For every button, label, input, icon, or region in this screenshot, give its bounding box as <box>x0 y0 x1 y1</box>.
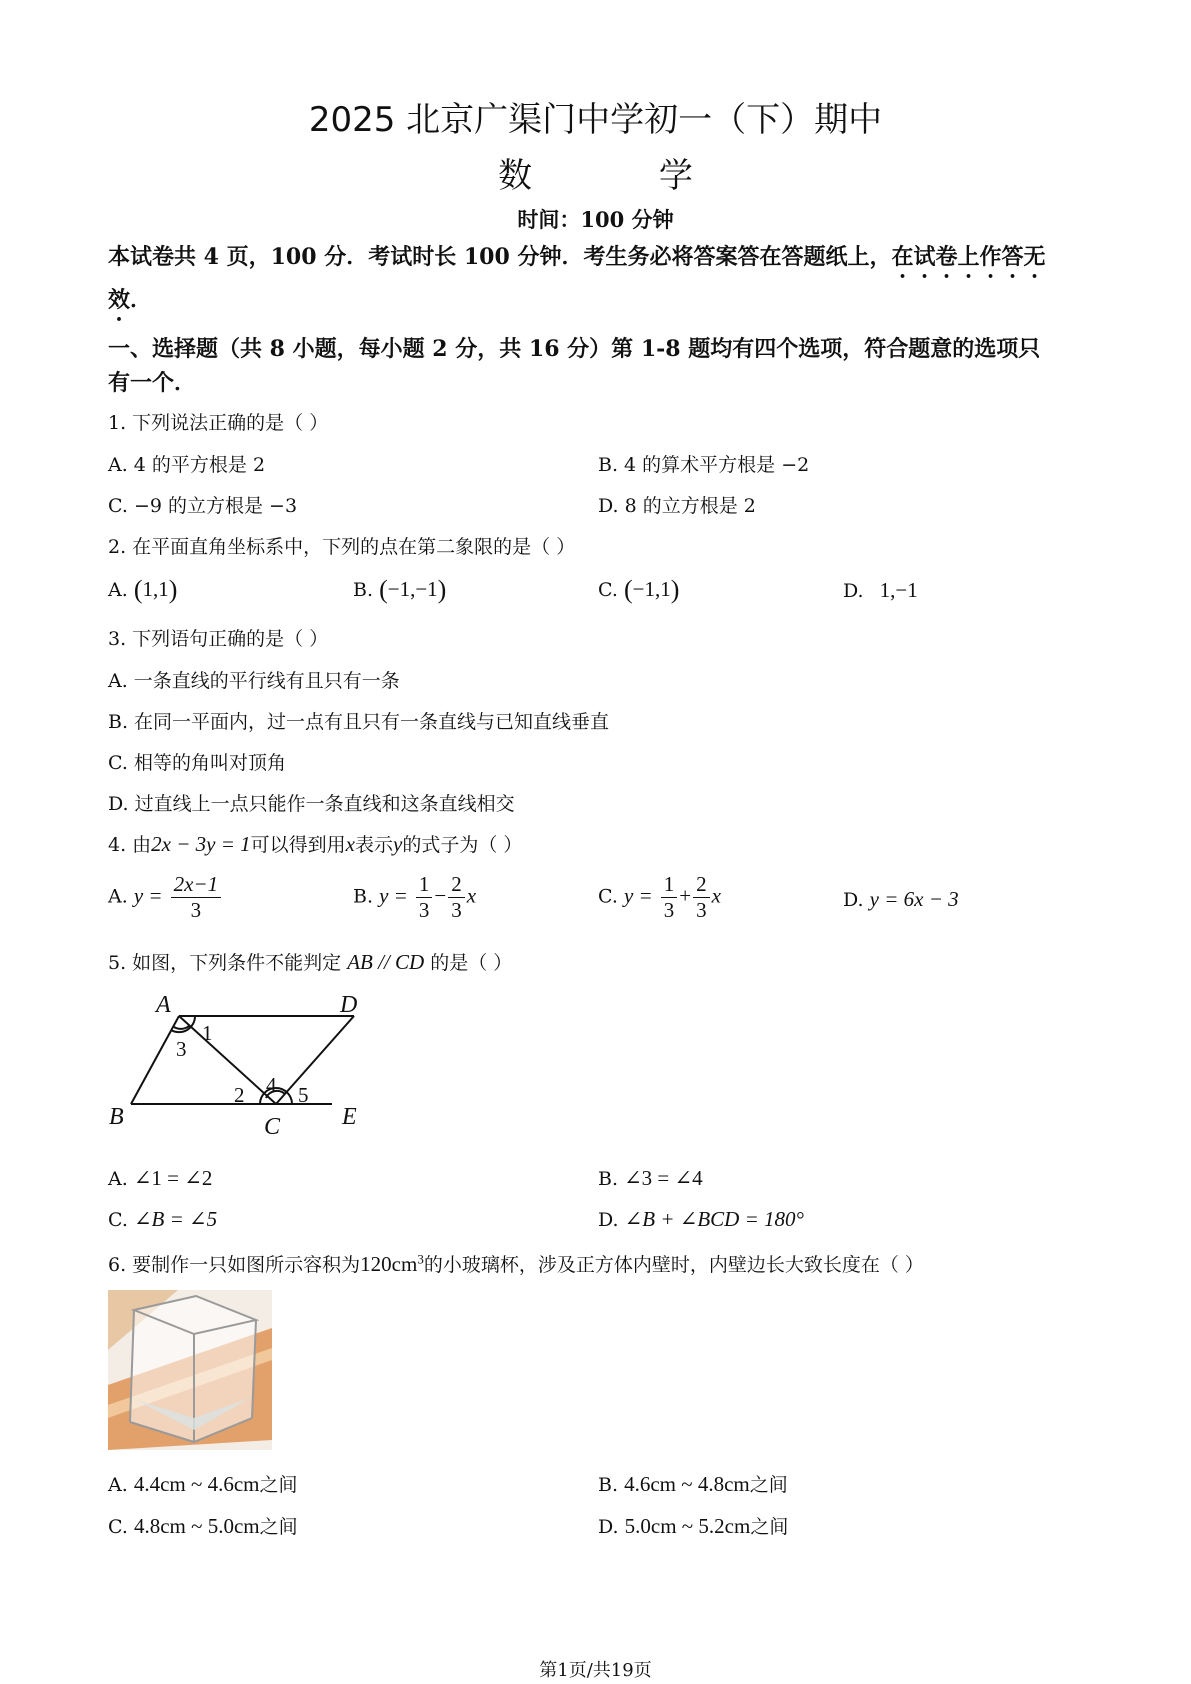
fig-angle-2: 2 <box>234 1083 245 1107</box>
q6-stem-post: 的小玻璃杯，涉及正方体内壁时，内壁边长大致长度在（ ） <box>423 1254 924 1276</box>
q2-stem: 2. 在平面直角坐标系中，下列的点在第二象限的是（ ） <box>108 536 576 558</box>
q6-c-label: C. <box>108 1516 128 1538</box>
q4-a-denominator: 3 <box>190 898 202 922</box>
q2-a-label: A. <box>108 579 128 601</box>
q5-stem-post: 的是（ ） <box>430 952 513 974</box>
q5-c-label: C. <box>108 1209 128 1231</box>
q2-b-value: −1,−1 <box>387 577 438 601</box>
fig-line-cd <box>276 1016 354 1104</box>
q5-option-b <box>598 1166 703 1191</box>
q5-option-d <box>598 1207 804 1232</box>
q4-a-lhs: y = <box>133 883 163 908</box>
q4-b-num1: 1 <box>416 874 433 898</box>
q2-d-label: D. <box>843 580 864 602</box>
section-heading-line1: 一、选择题（共 8 小题，每小题 2 分，共 16 分）第 1-8 题均有四个选项，符合题意的选项只 <box>108 336 1041 362</box>
notice-end: ． <box>130 287 153 313</box>
q4-option-b <box>353 874 476 921</box>
notice-emphasis: 在试卷上作答无效 <box>108 244 1046 313</box>
q6-a-range: 4.4cm ~ 4.6cm <box>133 1472 260 1496</box>
q2-option-d <box>843 578 918 603</box>
fig-label-a: A <box>156 992 171 1018</box>
q4-a-label: A. <box>108 885 128 908</box>
q4-c-den1: 3 <box>663 898 675 922</box>
q6-b-range: 4.6cm ~ 4.8cm <box>624 1472 750 1496</box>
q6-c-suffix: 之间 <box>259 1516 298 1538</box>
q1-stem: 1. 下列说法正确的是（ ） <box>108 412 329 434</box>
q1-option-c: C. −9 的立方根是 −3 <box>108 495 298 517</box>
q3-option-d: D. 过直线上一点只能作一条直线和这条直线相交 <box>108 793 515 815</box>
q6-d-label: D. <box>598 1516 619 1538</box>
q4-option-a <box>108 874 223 921</box>
q5-b-expression: ∠3 = ∠4 <box>624 1166 703 1190</box>
exam-time: 时间：100 分钟 <box>517 207 674 232</box>
fig-angle-4: 4 <box>266 1073 277 1097</box>
q4-c-num1: 1 <box>661 874 678 898</box>
q5-b-label: B. <box>598 1168 619 1190</box>
fig-label-e: E <box>342 1104 357 1130</box>
q4-c-var: x <box>711 883 721 908</box>
q2-option-c: C. (−1,1) <box>598 575 680 604</box>
section-heading-line2: 有一个． <box>108 370 197 396</box>
fig-arc-a-inner <box>174 1026 189 1029</box>
q4-b-label: B. <box>353 885 374 908</box>
q4-c-operator: + <box>679 883 692 908</box>
q1-option-d: D. 8 的立方根是 2 <box>598 495 756 517</box>
q1-option-b: B. 4 的算术平方根是 −2 <box>598 454 810 476</box>
q6-stem <box>108 1250 924 1277</box>
q4-b-lhs: y = <box>379 883 408 908</box>
q5-a-label: A. <box>108 1168 128 1190</box>
q6-option-a <box>108 1470 298 1497</box>
q5-stem <box>108 948 512 975</box>
q2-c-value: −1,1 <box>632 577 671 601</box>
fig-angle-1: 1 <box>202 1021 213 1045</box>
q6-c-range: 4.8cm ~ 5.0cm <box>133 1514 260 1538</box>
q1-option-a: A. 4 的平方根是 2 <box>108 454 266 476</box>
q6-option-b <box>598 1470 788 1497</box>
fig-angle-3: 3 <box>176 1037 187 1061</box>
q2-b-label: B. <box>353 579 374 601</box>
q6-stem-pre: 6. 要制作一只如图所示容积为 <box>108 1254 361 1276</box>
q3-option-b: B. 在同一平面内，过一点有且只有一条直线与已知直线垂直 <box>108 711 610 733</box>
q6-glass-cup-photo <box>108 1290 272 1450</box>
q5-a-expression: ∠1 = ∠2 <box>133 1166 213 1190</box>
q6-volume: 120cm <box>360 1252 418 1276</box>
q6-a-suffix: 之间 <box>259 1474 298 1496</box>
q4-stem-mid: 可以得到用 <box>250 834 346 856</box>
q2-c-label: C. <box>598 579 618 601</box>
q5-figure-parallelogram <box>104 984 374 1136</box>
q6-option-d <box>598 1512 788 1539</box>
q3-stem: 3. 下列语句正确的是（ ） <box>108 628 329 650</box>
q6-option-c <box>108 1512 298 1539</box>
q4-c-label: C. <box>598 885 618 908</box>
q6-b-label: B. <box>598 1474 619 1496</box>
q2-d-value: 1,−1 <box>879 578 918 602</box>
q4-stem-post: 的式子为（ ） <box>402 834 523 856</box>
q6-d-suffix: 之间 <box>750 1516 789 1538</box>
q6-d-range: 5.0cm ~ 5.2cm <box>624 1514 751 1538</box>
q4-d-expression: y = 6x − 3 <box>869 887 959 911</box>
fig-line-ab <box>131 1016 179 1104</box>
q6-b-suffix: 之间 <box>749 1474 788 1496</box>
q6-a-label: A. <box>108 1474 128 1496</box>
q4-var-y: y <box>393 832 403 856</box>
q2-option-a: A. (1,1) <box>108 575 178 604</box>
q4-stem-mid2: 表示 <box>355 834 394 856</box>
q5-d-expression: ∠B + ∠BCD = 180° <box>624 1207 804 1231</box>
fig-line-ac <box>179 1016 276 1104</box>
q5-option-a <box>108 1166 212 1191</box>
q6-volume-exponent: 3 <box>417 1251 424 1267</box>
q4-option-c <box>598 874 721 921</box>
q2-option-b: B. (−1,−1) <box>353 575 447 604</box>
q3-option-a: A. 一条直线的平行线有且只有一条 <box>108 670 400 692</box>
q4-option-d <box>843 887 959 912</box>
q4-a-numerator: 2x−1 <box>171 874 222 898</box>
subject-title: 数 学 <box>498 156 751 196</box>
q5-d-label: D. <box>598 1209 619 1231</box>
notice-main: 本试卷共 4 页，100 分．考试时长 100 分钟．考生务必将答案答在答题纸上， <box>108 244 892 270</box>
q4-c-den2: 3 <box>696 898 707 922</box>
page-footer: 第1页/共19页 <box>539 1660 652 1681</box>
q4-d-label: D. <box>843 889 864 911</box>
q5-stem-expression: AB // CD <box>347 950 425 974</box>
fig-label-d: D <box>340 992 358 1018</box>
q4-b-var: x <box>466 883 477 908</box>
fig-label-c: C <box>264 1114 281 1136</box>
exam-notice <box>108 240 1088 326</box>
q5-c-expression: ∠B = ∠5 <box>133 1207 218 1231</box>
q4-b-num2: 2 <box>448 874 465 898</box>
fig-label-b: B <box>109 1104 124 1130</box>
section-heading <box>108 332 1088 400</box>
q3-option-c: C. 相等的角叫对顶角 <box>108 752 286 774</box>
q4-b-den2: 3 <box>451 898 462 922</box>
q4-var-x: x <box>345 832 355 856</box>
exam-title: 2025 北京广渠门中学初一（下）期中 <box>308 100 883 140</box>
q4-b-operator: − <box>434 883 447 908</box>
q2-a-value: 1,1 <box>142 577 169 601</box>
q4-c-lhs: y = <box>623 883 653 908</box>
q4-stem-pre: 4. 由 <box>108 834 152 856</box>
q5-option-c <box>108 1207 217 1232</box>
q4-b-den1: 3 <box>418 898 430 922</box>
fig-angle-5: 5 <box>298 1083 309 1107</box>
q4-stem <box>108 830 522 857</box>
q4-equation: 2x − 3y = 1 <box>151 832 251 856</box>
q4-c-num2: 2 <box>693 874 710 898</box>
q5-stem-pre: 5. 如图，下列条件不能判定 <box>108 952 342 974</box>
